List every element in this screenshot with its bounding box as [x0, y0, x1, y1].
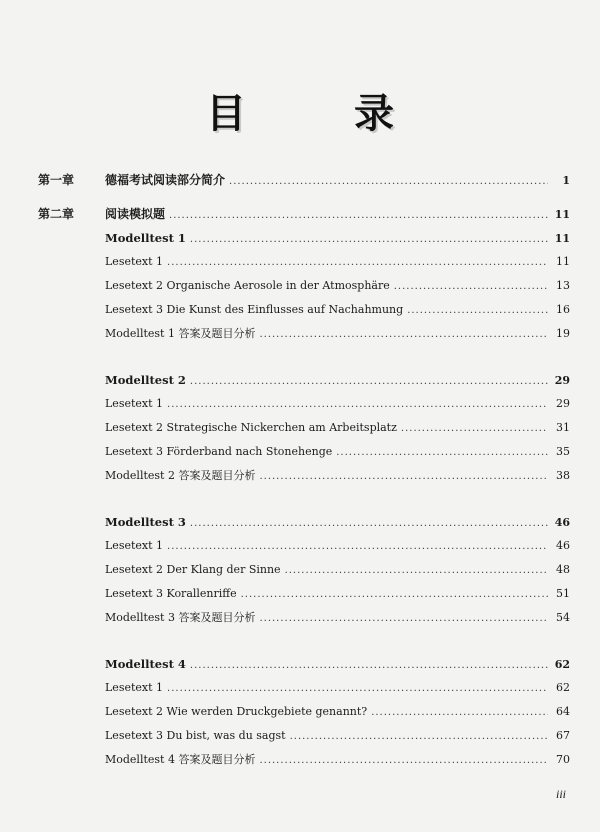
toc-entry-row[interactable]	[38, 416, 570, 440]
toc-entry-label: Lesetext 1	[105, 539, 164, 552]
dot-leader	[241, 583, 548, 607]
toc-page-number: 48	[556, 563, 570, 576]
toc-page-number: 29	[556, 397, 570, 410]
toc-entry-row[interactable]	[38, 606, 570, 630]
dot-leader	[167, 535, 548, 559]
toc-chapter-row[interactable]	[38, 202, 570, 226]
dot-leader	[259, 465, 548, 489]
toc-entry-row[interactable]	[38, 274, 570, 298]
toc-page-number: 29	[554, 374, 570, 387]
toc-page-number: 46	[554, 516, 570, 529]
toc-entry-label: 阅读模拟题	[105, 207, 166, 221]
toc-entry-label: Lesetext 3 Du bist, was du sagst	[105, 729, 286, 742]
toc-entry-row[interactable]	[38, 250, 570, 274]
toc-test-row[interactable]	[38, 510, 570, 534]
dot-leader	[401, 417, 548, 441]
dot-leader	[371, 701, 548, 725]
dot-leader	[190, 228, 548, 252]
dot-leader	[229, 170, 548, 194]
toc-chapter-row[interactable]	[38, 168, 570, 192]
toc-entry-label: Modelltest 1 答案及题目分析	[105, 327, 256, 340]
toc-page-number: 13	[556, 279, 570, 292]
dot-leader	[259, 323, 548, 347]
toc-entry-row[interactable]	[38, 392, 570, 416]
toc-entry-row[interactable]	[38, 440, 570, 464]
dot-leader	[407, 299, 548, 323]
dot-leader	[167, 251, 548, 275]
page-number: iii	[555, 787, 566, 801]
toc-page-number: 16	[556, 303, 570, 316]
toc-entry-label: Lesetext 2 Der Klang der Sinne	[105, 563, 281, 576]
toc-entry-label: Lesetext 1	[105, 397, 164, 410]
toc-entry-label: Lesetext 2 Strategische Nickerchen am Arbeitsplatz	[105, 421, 397, 434]
toc-page-number: 1	[562, 174, 570, 187]
toc-spacer	[38, 630, 570, 652]
chapter-number: 第一章	[38, 173, 75, 187]
toc-page-number: 62	[554, 658, 570, 671]
toc-spacer	[38, 346, 570, 368]
toc-entry-row[interactable]	[38, 724, 570, 748]
page-title: 目 录	[206, 90, 428, 137]
chapter-number: 第二章	[38, 207, 75, 221]
dot-leader	[169, 204, 548, 228]
toc-entry-row[interactable]	[38, 700, 570, 724]
dot-leader	[259, 607, 548, 631]
toc-entry-label: Lesetext 1	[105, 681, 164, 694]
toc-page-number: 46	[556, 539, 570, 552]
toc-entry-label: Lesetext 1	[105, 255, 164, 268]
toc-entry-label: Lesetext 2 Wie werden Druckgebiete genannt?	[105, 705, 368, 718]
dot-leader	[167, 393, 548, 417]
dot-leader	[190, 654, 548, 678]
toc-page-number: 54	[556, 611, 570, 624]
dot-leader	[290, 725, 548, 749]
toc-entry-label: Modelltest 3	[105, 515, 186, 529]
toc-entry-row[interactable]	[38, 676, 570, 700]
toc-entry-label: Lesetext 3 Korallenriffe	[105, 587, 237, 600]
table-of-contents	[38, 168, 570, 772]
toc-entry-row[interactable]	[38, 582, 570, 606]
toc-entry-row[interactable]	[38, 322, 570, 346]
toc-spacer	[38, 488, 570, 510]
dot-leader	[190, 370, 548, 394]
toc-entry-label: 德福考试阅读部分简介	[105, 173, 226, 187]
toc-page-number: 31	[556, 421, 570, 434]
toc-entry-label: Modelltest 2	[105, 373, 186, 387]
toc-entry-row[interactable]	[38, 464, 570, 488]
dot-leader	[167, 677, 548, 701]
toc-entry-label: Modelltest 4	[105, 657, 186, 671]
toc-page-number: 62	[556, 681, 570, 694]
toc-page-number: 11	[556, 255, 570, 268]
dot-leader	[190, 512, 548, 536]
toc-entry-label: Modelltest 3 答案及题目分析	[105, 611, 256, 624]
toc-page-number: 51	[556, 587, 570, 600]
toc-entry-label: Lesetext 3 Förderband nach Stonehenge	[105, 445, 333, 458]
toc-page-number: 67	[556, 729, 570, 742]
toc-entry-label: Lesetext 2 Organische Aerosole in der Atmosphäre	[105, 279, 390, 292]
toc-page-number: 38	[556, 469, 570, 482]
toc-page-number: 70	[556, 753, 570, 766]
toc-page-number: 64	[556, 705, 570, 718]
toc-entry-label: Lesetext 3 Die Kunst des Einflusses auf Nachahmung	[105, 303, 404, 316]
toc-page-number: 11	[554, 208, 570, 221]
toc-entry-row[interactable]	[38, 748, 570, 772]
toc-page-number: 11	[554, 232, 570, 245]
dot-leader	[285, 559, 548, 583]
dot-leader	[394, 275, 548, 299]
toc-page-number: 19	[556, 327, 570, 340]
dot-leader	[336, 441, 548, 465]
toc-test-row[interactable]	[38, 652, 570, 676]
dot-leader	[259, 749, 548, 773]
toc-test-row[interactable]	[38, 368, 570, 392]
toc-page-number: 35	[556, 445, 570, 458]
toc-entry-row[interactable]	[38, 298, 570, 322]
toc-entry-row[interactable]	[38, 534, 570, 558]
toc-entry-label: Modelltest 1	[105, 231, 186, 245]
toc-entry-label: Modelltest 4 答案及题目分析	[105, 753, 256, 766]
toc-test-row[interactable]	[38, 226, 570, 250]
toc-entry-label: Modelltest 2 答案及题目分析	[105, 469, 256, 482]
toc-entry-row[interactable]	[38, 558, 570, 582]
